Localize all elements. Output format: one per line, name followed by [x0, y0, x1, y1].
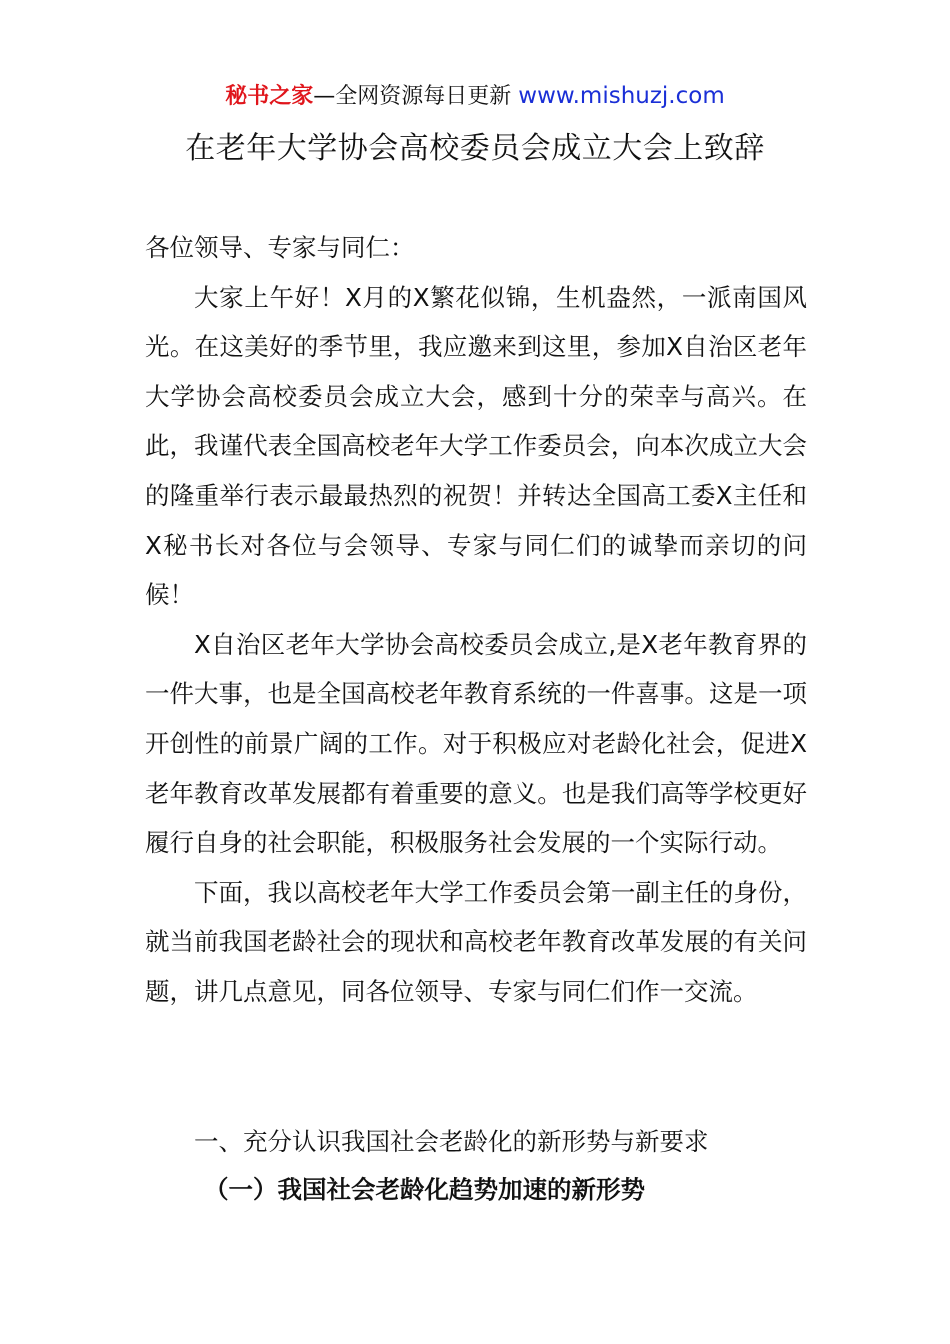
section-heading: 一、充分认识我国社会老龄化的新形势与新要求 [194, 1127, 709, 1156]
site-url-link[interactable]: www.mishuzj.com [518, 83, 725, 109]
site-header [0, 80, 950, 113]
paragraph-introduction: 下面，我以高校老年大学工作委员会第一副主任的身份，就当前我国老龄社会的现状和高校老年教育改革发展的有关问题，讲几点意见，同各位领导、专家与同仁们作一交流。 [145, 877, 807, 1006]
salutation: 各位领导、专家与同仁： [145, 233, 415, 262]
site-brand: 秘书之家 [225, 84, 314, 109]
subsection-heading: （一）我国社会老龄化趋势加速的新形势 [204, 1175, 645, 1204]
paragraph-greeting: 大家上午好！X月的X繁花似锦，生机盎然，一派南国风光。在这美好的季节里，我应邀来到这里，参加X自治区老年大学协会高校委员会成立大会，感到十分的荣幸与高兴。在此，我谨代表全国高校老年大学工作委员会，向本次成立大会的隆重举行表示最最热烈的祝贺！并转达全国高工委X主任和X秘书长对各位与会领导、专家与同仁们的诚挚而亲切的问候！ [145, 282, 807, 610]
document-title: 在老年大学协会高校委员会成立大会上致辞 [185, 131, 765, 166]
site-tagline: —全网资源每日更新 [313, 84, 512, 109]
document-body [145, 223, 807, 1017]
paragraph-significance: X自治区老年大学协会高校委员会成立,是X老年教育界的一件大事，也是全国高校老年教育系统的一件喜事。这是一项开创性的前景广阔的工作。对于积极应对老龄化社会，促进X老年教育改革发展都有着重要的意义。也是我们高等学校更好履行自身的社会职能，积极服务社会发展的一个实际行动。 [145, 629, 807, 858]
